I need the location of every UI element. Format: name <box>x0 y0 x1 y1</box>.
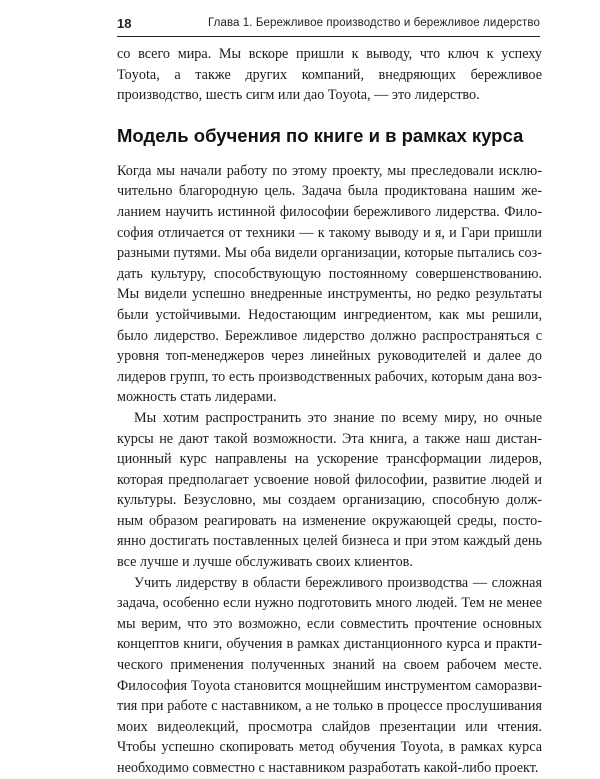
page-body <box>117 44 542 779</box>
body-paragraph-1: Когда мы начали работу по этому проекту, мы преследовали исключительно благородную цель. Задача была продиктована нашим желанием научить истинной философии бережливого лидерства. Философия отличается от техники — к такому выводу и я, и Гари пришли разными путями. Мы оба видели организации, которые пытались создать культуру, способствующую постоянному совершенствованию. Мы видели успешно внедренные инструменты, но редко результаты были устойчивыми. Недостающим ингредиентом, как мы решили, было лидерство. Бережливое лидерство должно распространяться с уровня топ-менеджеров через линейных руководителей и далее до лидеров групп, то есть производственных рабочих, которым дана возможность стать лидерами. <box>117 162 542 406</box>
running-header <box>117 14 540 37</box>
page-number: 18 <box>117 16 132 31</box>
chapter-title: Глава 1. Бережливое производство и бережливое лидерство <box>207 17 540 29</box>
section-title: Модель обучения по книге и в рамках курса <box>117 124 524 146</box>
body-paragraph-2: Мы хотим распространить это знание по всему миру, но очные курсы не дают такой возможности. Эта книга, а также наш дистанционный курс направлены на ускорение трансформации лидеров, которая предполагает усвоение новой философии, развитие людей и культуры. Безусловно, мы создаем организацию, способную должным образом реагировать на изменение окружающей среды, постоянно достигать поставленных целей бизнеса и при этом каждый день все лучше и лучше обслуживать своих клиентов. <box>117 409 542 571</box>
body-paragraph-3: Учить лидерству в области бережливого производства — сложная задача, особенно если нужно подготовить много людей. Тем не менее мы верим, что это возможно, если совместить прочтение основных концептов книги, обучения в рамках дистанционного курса и практического применения полученных знаний на своем рабочем месте. Философия Toyota становится мощнейшим инструментом саморазвития при работе с наставником, а не только в процессе прослушивания моих видеолекций, просмотра слайдов презентации или чтения. Чтобы успешно скопировать метод обучения Toyota, в рамках курса необходимо совместно с наставником разработать какой-либо проект. <box>117 574 542 776</box>
intro-paragraph: со всего мира. Мы вскоре пришли к выводу, что ключ к успеху Toyota, а также других компаний, внедряющих бережливое производство, шесть сигм или дао Toyota, — это лидерство. <box>117 46 542 104</box>
